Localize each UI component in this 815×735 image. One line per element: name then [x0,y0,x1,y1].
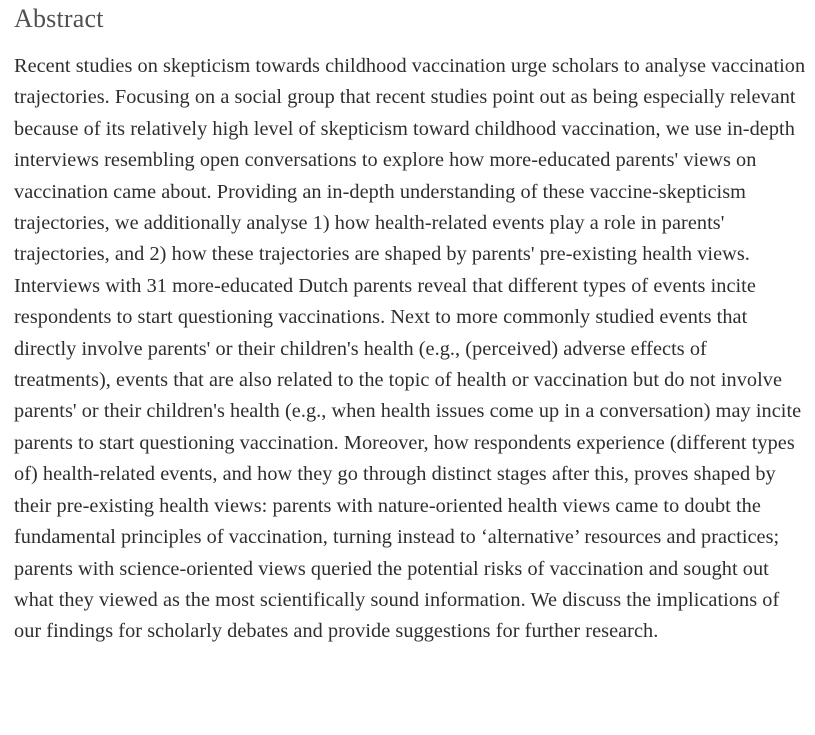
abstract-section [14,0,807,648]
abstract-heading: Abstract [14,4,104,33]
abstract-body: Recent studies on skepticism towards childhood vaccination urge scholars to analyse vaccination trajectories. Focusing on a social group that recent studies point out as being especially relevant because of its relatively high level of skepticism toward childhood vaccination, we use in-depth interviews resembling open conversations to explore how more-educated parents' views on vaccination came about. Providing an in-depth understanding of these vaccine-skepticism trajectories, we additionally analyse 1) how health-related events play a role in parents' trajectories, and 2) how these trajectories are shaped by parents' pre-existing health views. Interviews with 31 more-educated Dutch parents reveal that different types of events incite respondents to start questioning vaccinations. Next to more commonly studied events that directly involve parents' or their children's health (e.g., (perceived) adverse effects of treatments), events that are also related to the topic of health or vaccination but do not involve parents' or their children's health (e.g., when health issues come up in a conversation) may incite parents to start questioning vaccination. Moreover, how respondents experience (different types of) health-related events, and how they go through distinct stages after this, proves shaped by their pre-existing health views: parents with nature-oriented health views came to doubt the fundamental principles of vaccination, turning instead to ‘alternative’ resources and practices; parents with science-oriented views queried the potential risks of vaccination and sought out what they viewed as the most scientifically sound information. We discuss the implications of our findings for scholarly debates and provide suggestions for further research. [14,55,806,643]
